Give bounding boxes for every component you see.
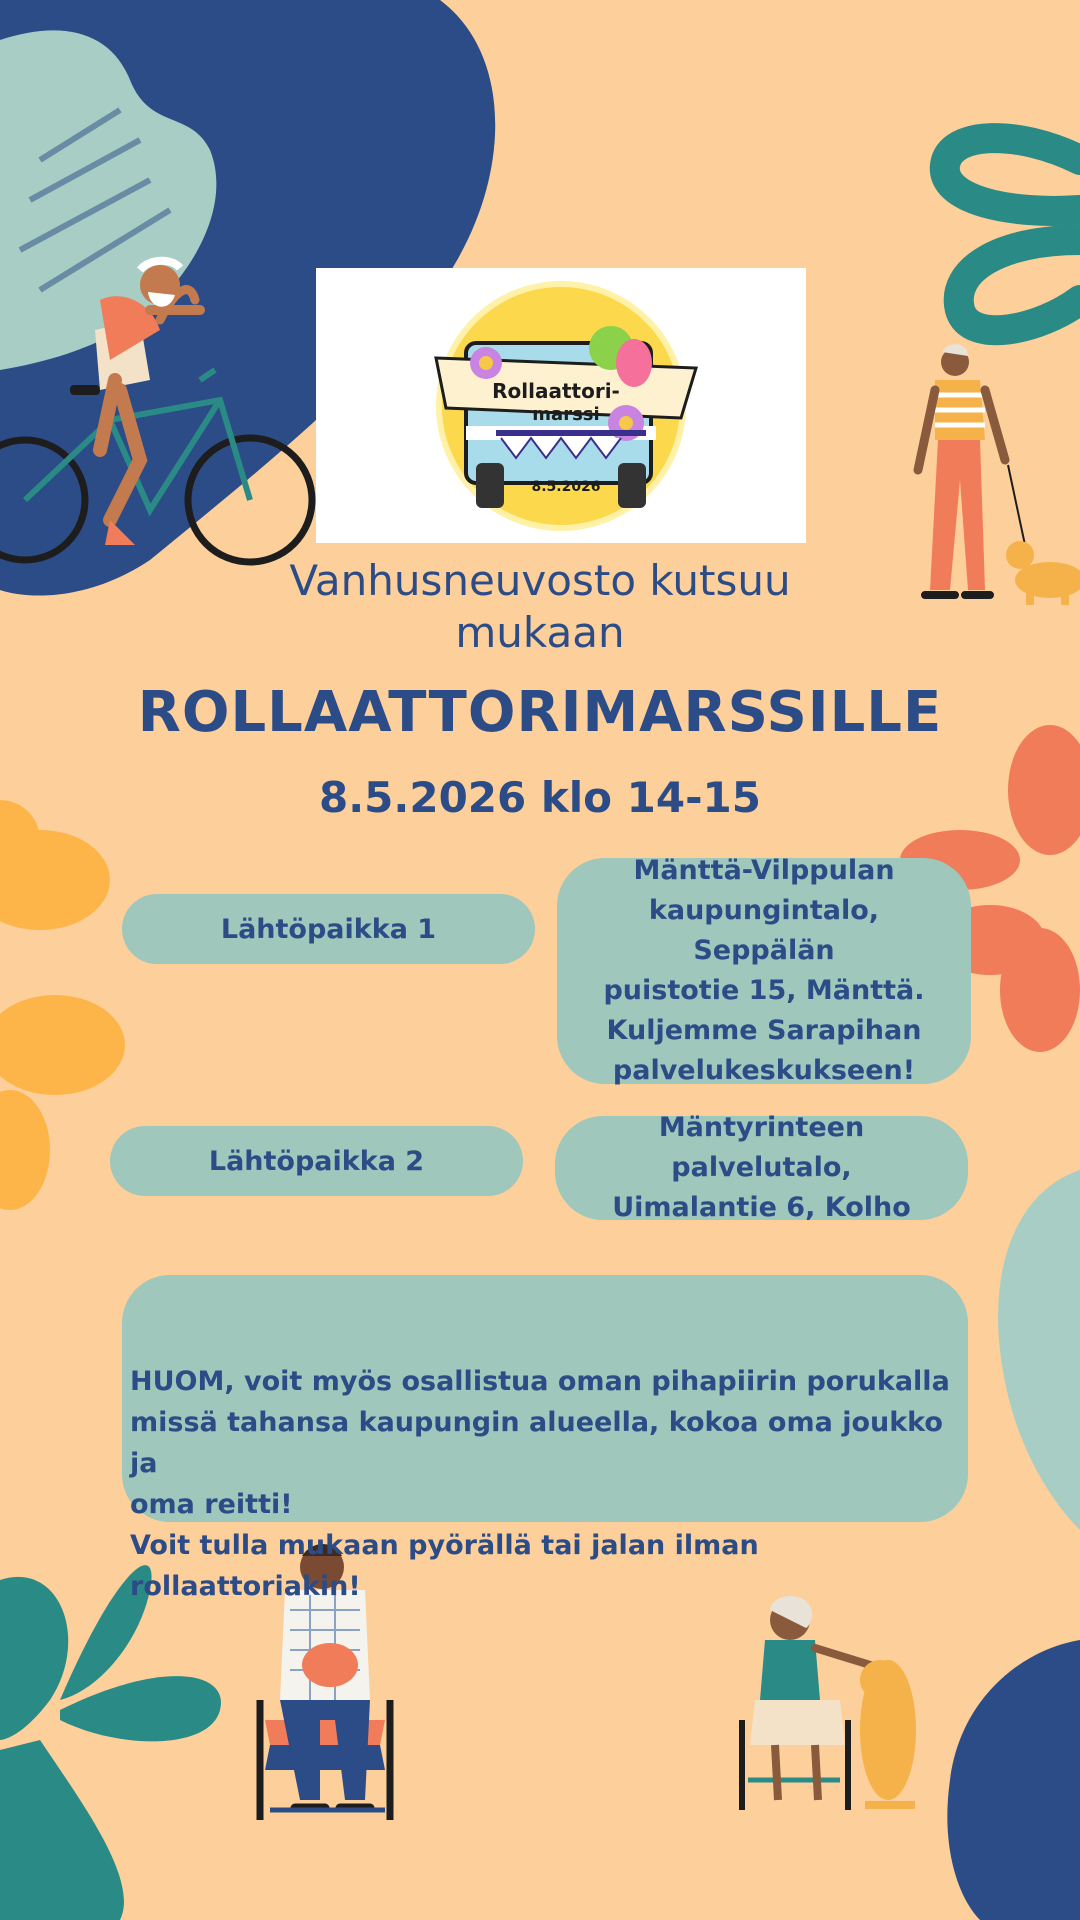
logo-date: 8.5.2026 (531, 479, 601, 495)
start-location-2-label-text: Lähtöpaikka 2 (208, 1145, 425, 1177)
yellow-flower-left (0, 800, 125, 1210)
start-location-2-detail-text: Mäntyrinteen palvelutalo, Uimalantie 6, Kolho (612, 1112, 911, 1223)
start-location-2-detail (555, 1112, 968, 1223)
logo-title-line2: marssi (532, 404, 600, 425)
sage-leaf-right (998, 1170, 1080, 1530)
teal-flower-top-right (945, 138, 1080, 330)
participation-note (122, 1275, 968, 1602)
start-location-1-label-text: Lähtöpaikka 1 (220, 913, 437, 945)
start-location-1-detail-text: Mänttä-Vilppulan kaupungintalo, Seppälän puistotie 15, Mänttä. Kuljemme Sarapihan palvelukeskukseen! (603, 855, 925, 1086)
event-title: ROLLAATTORIMARSSILLE (137, 680, 943, 745)
start-location-1-label (122, 894, 535, 964)
navy-blob-bottom-right (947, 1640, 1080, 1920)
teal-flower-bottom-left (0, 1565, 221, 1920)
woman-in-wheelchair-with-dog-illustration (742, 1596, 916, 1810)
start-location-2-label (110, 1126, 523, 1196)
participation-note-text: HUOM, voit myös osallistua oman pihapiirin porukalla missä tahansa kaupungin alueella, kokoa oma joukko ja oma reitti! Voit tulla mukaan pyörällä tai jalan ilman rollaattoriakin! (130, 1366, 950, 1602)
start-location-1-detail (557, 855, 971, 1086)
event-logo (316, 268, 806, 543)
logo-title-line1: Rollaattori- (492, 379, 620, 403)
event-date-time: 8.5.2026 klo 14-15 (318, 773, 761, 822)
invitation-subtitle: Vanhusneuvosto kutsuu mukaan (289, 556, 791, 657)
